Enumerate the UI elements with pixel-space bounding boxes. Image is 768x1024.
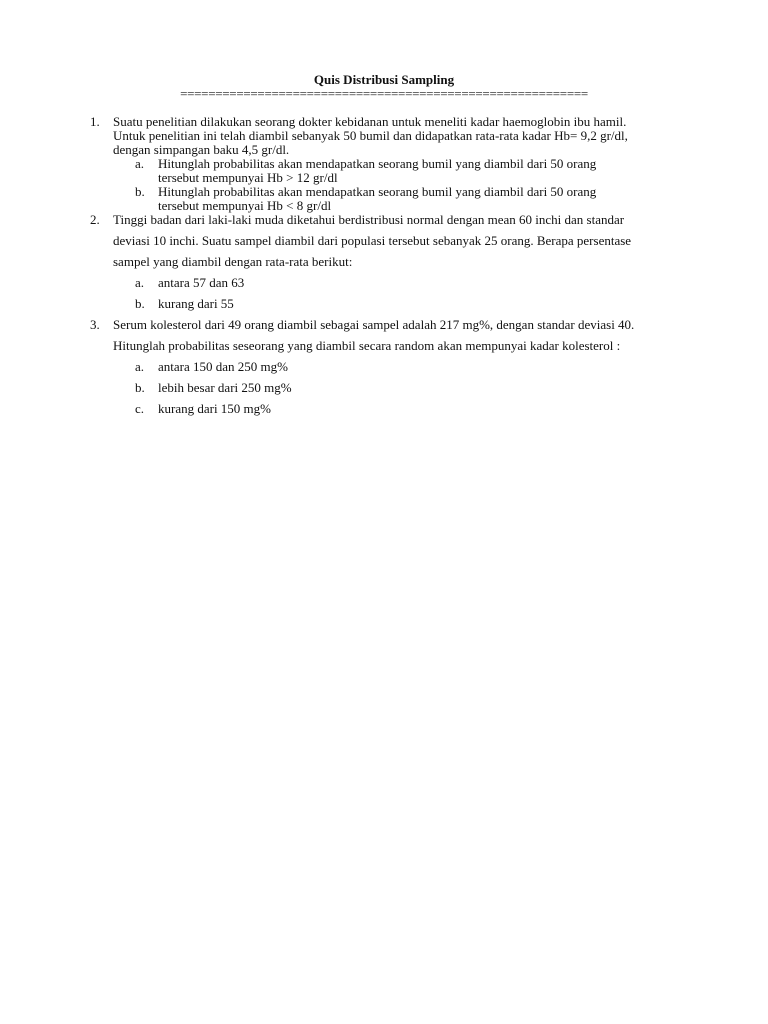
item-letter: b.	[135, 184, 145, 199]
title-divider: ==========================================================	[180, 86, 588, 101]
list-item	[135, 377, 650, 398]
question-number: 2.	[90, 212, 100, 227]
question-number: 1.	[90, 114, 100, 129]
question-text: Suatu penelitian dilakukan seorang dokter kebidanan untuk meneliti kadar haemoglobin ibu hamil. Untuk penelitian ini telah diambil sebanyak 50 bumil dan didapatkan rata-rata kadar Hb= 9,2 gr/dl, dengan simpangan baku 4,5 gr/dl.	[113, 114, 628, 157]
item-text: antara 150 dan 250 mg%	[158, 359, 288, 374]
question-number: 3.	[90, 317, 100, 332]
list-item	[135, 157, 650, 185]
question-3	[90, 314, 650, 419]
list-item	[135, 272, 650, 293]
item-text: kurang dari 55	[158, 296, 234, 311]
question-text: Serum kolesterol dari 49 orang diambil sebagai sampel adalah 217 mg%, dengan standar deviasi 40. Hitunglah probabilitas seseorang yang diambil secara random akan mempunyai kadar kolesterol :	[113, 317, 635, 353]
item-letter: a.	[135, 275, 145, 290]
list-item	[135, 356, 650, 377]
question-2	[90, 209, 650, 314]
item-letter: a.	[135, 359, 145, 374]
item-text: Hitunglah probabilitas akan mendapatkan seorang bumil yang diambil dari 50 orang tersebut mempunyai Hb < 8 gr/dl	[158, 184, 597, 213]
item-text: Hitunglah probabilitas akan mendapatkan seorang bumil yang diambil dari 50 orang tersebut mempunyai Hb > 12 gr/dl	[158, 156, 597, 185]
list-item	[135, 398, 650, 419]
question-1	[90, 115, 650, 213]
item-letter: a.	[135, 156, 145, 171]
item-text: antara 57 dan 63	[158, 275, 245, 290]
item-letter: b.	[135, 296, 145, 311]
list-item	[135, 293, 650, 314]
item-text: lebih besar dari 250 mg%	[158, 380, 292, 395]
question-text: Tinggi badan dari laki-laki muda diketahui berdistribusi normal dengan mean 60 inchi dan standar deviasi 10 inchi. Suatu sampel diambil dari populasi tersebut sebanyak 25 orang. Berapa persentase sampel yang diambil dengan rata-rata berikut:	[113, 212, 632, 269]
item-text: kurang dari 150 mg%	[158, 401, 272, 416]
item-letter: b.	[135, 380, 145, 395]
item-letter: c.	[135, 401, 145, 416]
page-title: Quis Distribusi Sampling	[313, 72, 455, 87]
